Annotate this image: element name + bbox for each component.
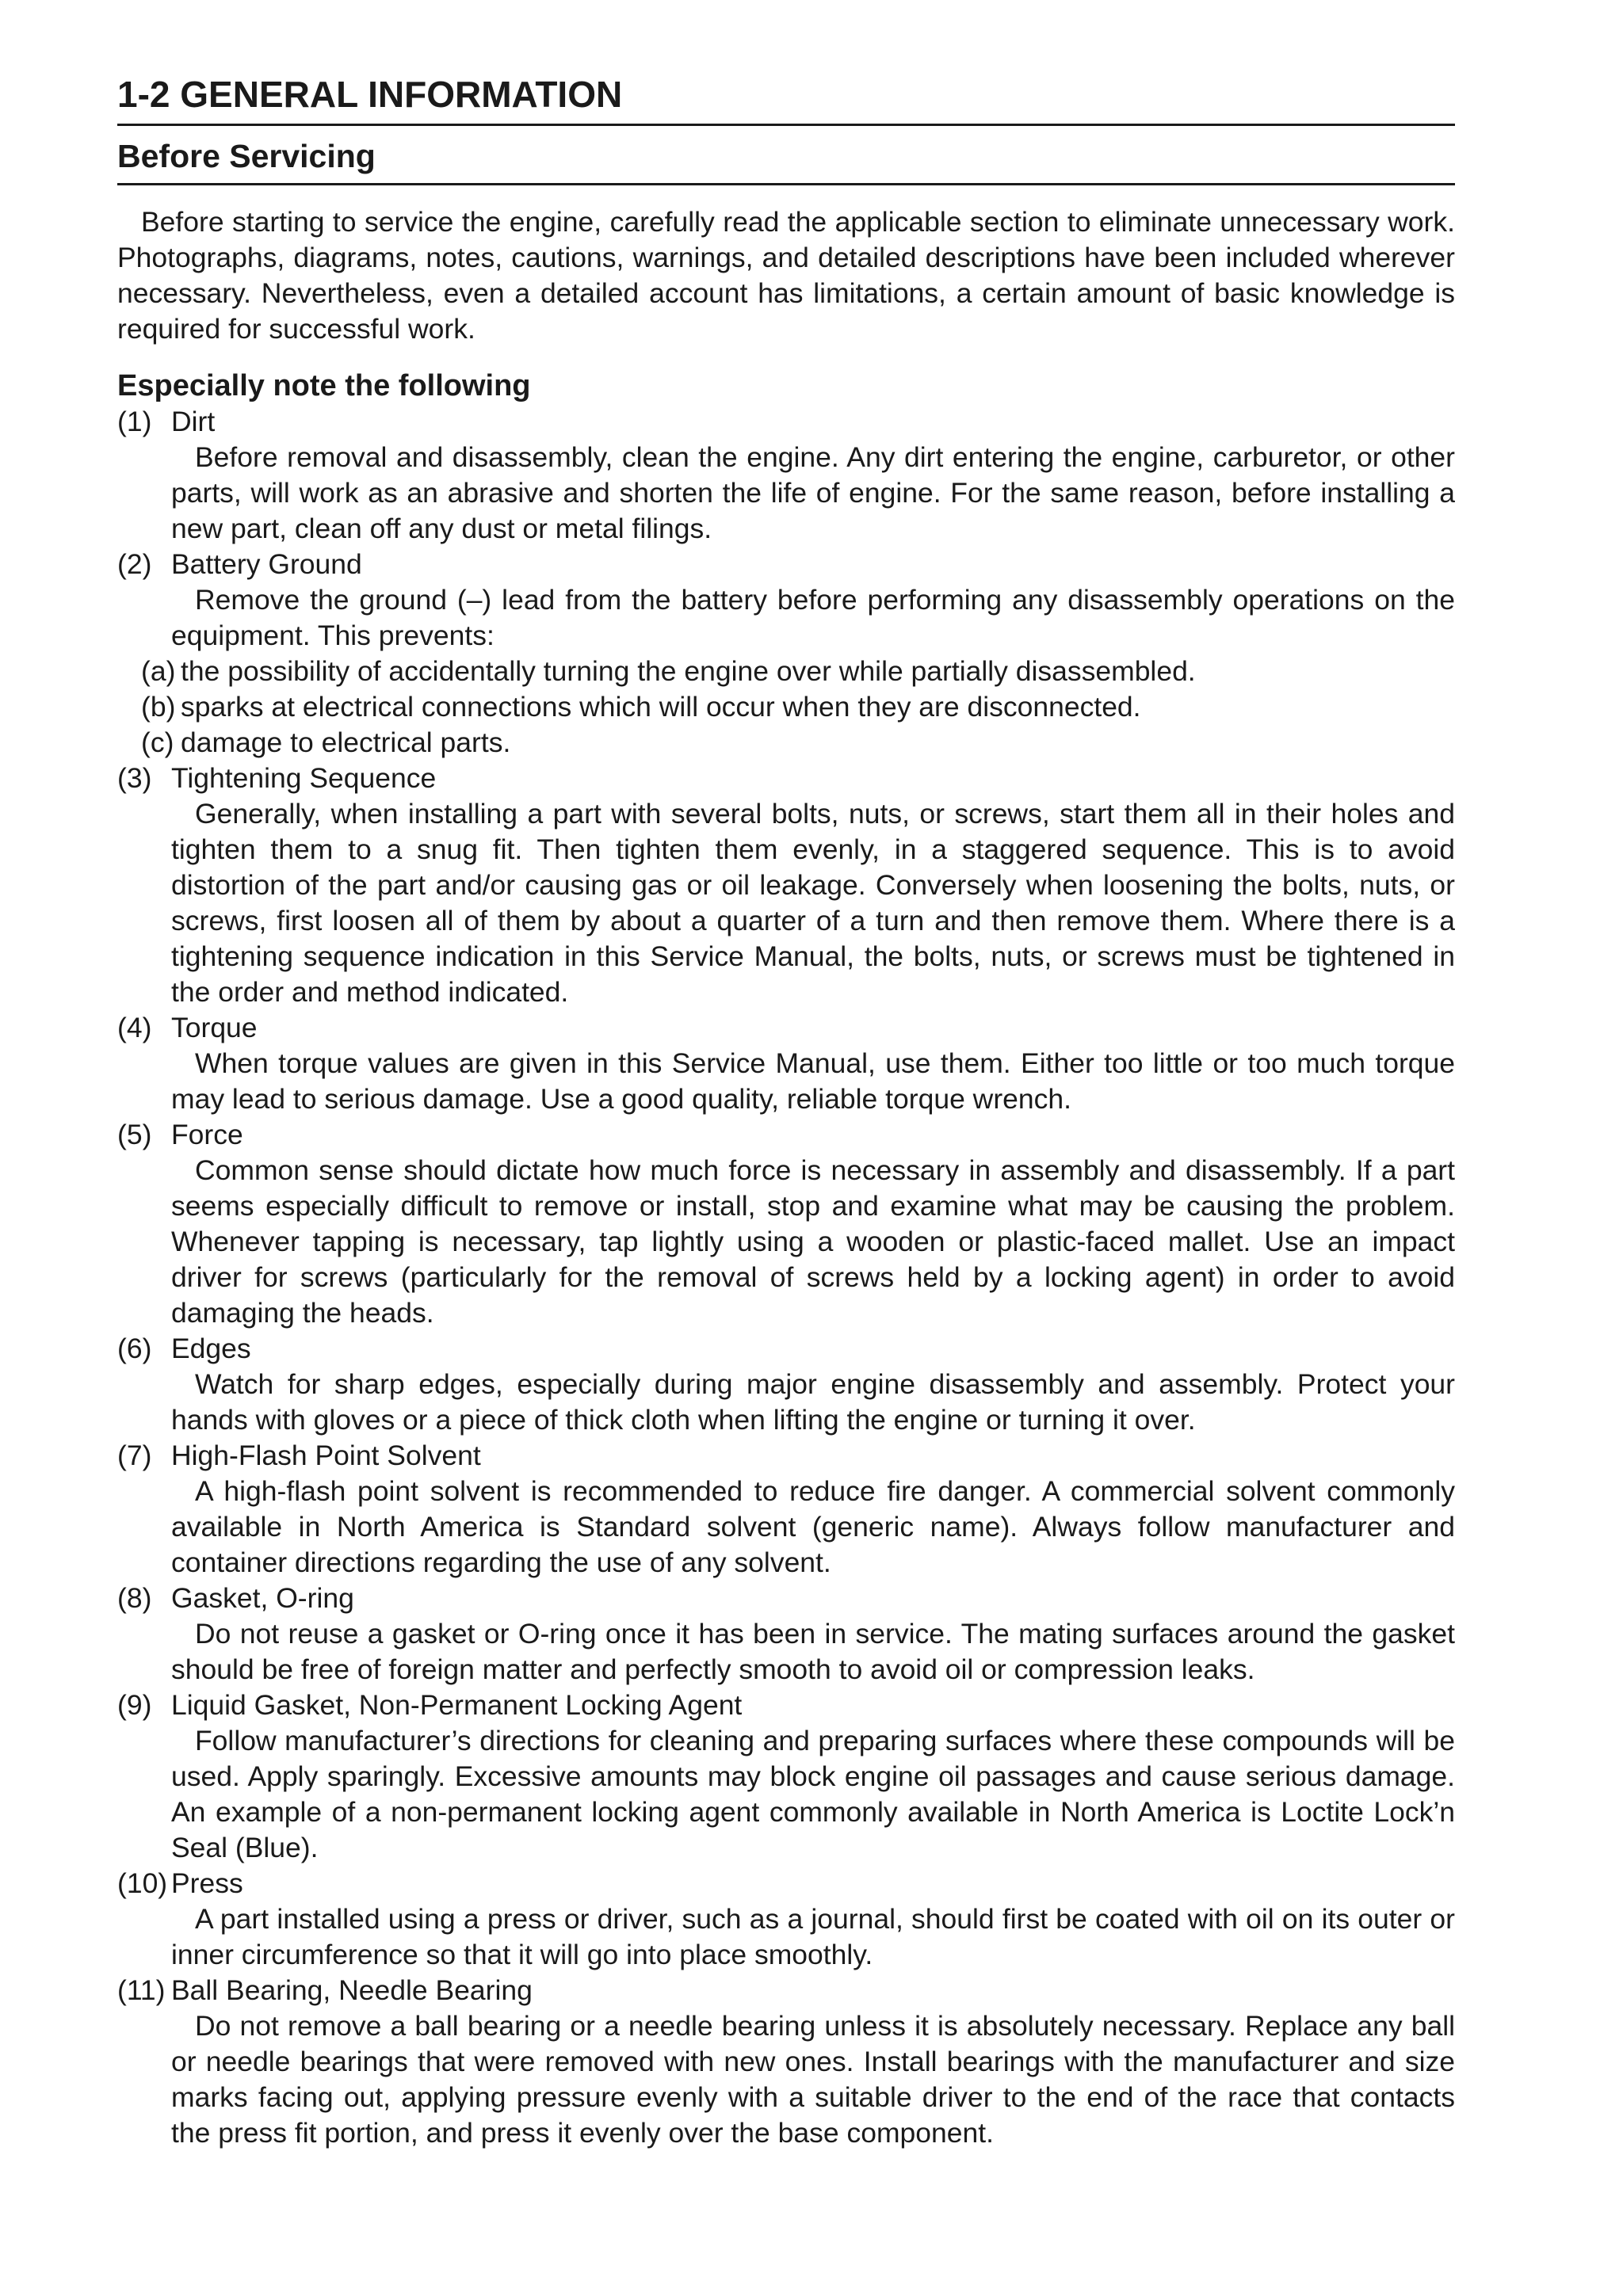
list-item bbox=[117, 1688, 1455, 1866]
item-text: Remove the ground (–) lead from the battery before performing any disassembly operations on the equipment. This prevents: bbox=[171, 584, 1455, 651]
item-number: (7) bbox=[117, 1440, 152, 1471]
sub-list-item bbox=[141, 689, 1455, 725]
list-item bbox=[117, 1010, 1455, 1117]
item-number: (11) bbox=[117, 1974, 166, 2006]
sub-list-item bbox=[141, 725, 1455, 761]
list-item bbox=[117, 1117, 1455, 1331]
item-number: (6) bbox=[117, 1333, 152, 1364]
item-number: (3) bbox=[117, 762, 152, 794]
item-number: (10) bbox=[117, 1867, 168, 1899]
list-item bbox=[117, 1331, 1455, 1438]
item-title: Torque bbox=[171, 1012, 258, 1043]
list-item bbox=[117, 1973, 1455, 2151]
intro-paragraph: Before starting to service the engine, carefully read the applicable section to eliminate unnecessary work. Photographs, diagrams, notes, cautions, warnings, and detailed descriptions have been included wherever necessary. Nevertheless, even a detailed account has limitations, a certain amount of basic knowledge is required for successful work. bbox=[117, 206, 1455, 345]
page-header-title: 1-2 GENERAL INFORMATION bbox=[117, 71, 1455, 126]
item-number: (8) bbox=[117, 1582, 152, 1614]
page-content bbox=[117, 71, 1455, 2151]
item-title: Battery Ground bbox=[171, 548, 362, 580]
sub-item-text: sparks at electrical connections which will occur when they are disconnected. bbox=[181, 691, 1141, 723]
list-item bbox=[117, 1438, 1455, 1581]
item-title: High-Flash Point Solvent bbox=[171, 1440, 481, 1471]
sub-list-item bbox=[141, 654, 1455, 689]
list-item bbox=[117, 1866, 1455, 1973]
sub-item-text: damage to electrical parts. bbox=[181, 727, 511, 758]
item-number: (5) bbox=[117, 1119, 152, 1150]
notes-list bbox=[117, 404, 1455, 2151]
item-title: Force bbox=[171, 1119, 243, 1150]
sub-item-number: (b) bbox=[141, 691, 176, 723]
item-title: Gasket, O-ring bbox=[171, 1582, 354, 1614]
item-text: Generally, when installing a part with several bolts, nuts, or screws, start them all in their holes and tighten them to a snug fit. Then tighten them evenly, in a staggered sequence. This is to avoid distortion of the part and/or causing gas or oil leakage. Conversely when loosening the bolts, nuts, or screws, first loosen all of them by about a quarter of a turn and then remove them. Where there is a tightening sequence indication in this Service Manual, the bolts, nuts, or screws must be tightened in the order and method indicated. bbox=[171, 798, 1455, 1008]
item-text: Common sense should dictate how much force is necessary in assembly and disassembly. If a part seems especially difficult to remove or install, stop and examine what may be causing the problem. Whenever tapping is necessary, tap lightly using a wooden or plastic-faced mallet. Use an impact driver for screws (particularly for the removal of screws held by a locking agent) in order to avoid damaging the heads. bbox=[171, 1154, 1455, 1329]
item-title: Ball Bearing, Needle Bearing bbox=[171, 1974, 533, 2006]
note-heading: Especially note the following bbox=[117, 369, 531, 402]
sub-item-number: (c) bbox=[141, 727, 174, 758]
section-title: Before Servicing bbox=[117, 135, 1455, 185]
item-title: Edges bbox=[171, 1333, 251, 1364]
item-number: (2) bbox=[117, 548, 152, 580]
sub-item-text: the possibility of accidentally turning the engine over while partially disassembled. bbox=[181, 655, 1196, 687]
list-item bbox=[117, 404, 1455, 547]
item-title: Dirt bbox=[171, 406, 216, 437]
item-number: (1) bbox=[117, 406, 152, 437]
item-title: Liquid Gasket, Non-Permanent Locking Agent bbox=[171, 1689, 743, 1721]
item-number: (4) bbox=[117, 1012, 152, 1043]
list-item bbox=[117, 761, 1455, 1010]
item-text: A part installed using a press or driver, such as a journal, should first be coated with oil on its outer or inner circumference so that it will go into place smoothly. bbox=[171, 1903, 1455, 1970]
item-text: When torque values are given in this Service Manual, use them. Either too little or too much torque may lead to serious damage. Use a good quality, reliable torque wrench. bbox=[171, 1047, 1455, 1115]
item-number: (9) bbox=[117, 1689, 152, 1721]
item-text: Watch for sharp edges, especially during major engine disassembly and assembly. Protect your hands with gloves or a piece of thick cloth when lifting the engine or turning it over. bbox=[171, 1368, 1455, 1436]
list-item bbox=[117, 1581, 1455, 1688]
item-title: Tightening Sequence bbox=[171, 762, 437, 794]
item-text: Do not remove a ball bearing or a needle bearing unless it is absolutely necessary. Replace any ball or needle bearings that were removed with new ones. Install bearings with the manufacturer and size marks facing out, applying pressure evenly with a suitable driver to the end of the race that contacts the press fit portion, and press it evenly over the base component. bbox=[171, 2010, 1455, 2149]
item-text: Follow manufacturer’s directions for cleaning and preparing surfaces where these compounds will be used. Apply sparingly. Excessive amounts may block engine oil passages and cause serious damage. An example of a non-permanent locking agent commonly available in North America is Loctite Lock’n Seal (Blue). bbox=[171, 1725, 1455, 1863]
item-text: Before removal and disassembly, clean the engine. Any dirt entering the engine, carburetor, or other parts, will work as an abrasive and shorten the life of engine. For the same reason, before installing a new part, clean off any dust or metal filings. bbox=[171, 441, 1455, 544]
sub-item-number: (a) bbox=[141, 655, 176, 687]
item-text: A high-flash point solvent is recommended to reduce fire danger. A commercial solvent commonly available in North America is Standard solvent (generic name). Always follow manufacturer and container directions regarding the use of any solvent. bbox=[171, 1475, 1455, 1578]
list-item bbox=[117, 547, 1455, 761]
item-title: Press bbox=[171, 1867, 243, 1899]
item-text: Do not reuse a gasket or O-ring once it has been in service. The mating surfaces around the gasket should be free of foreign matter and perfectly smooth to avoid oil or compression leaks. bbox=[171, 1618, 1455, 1685]
